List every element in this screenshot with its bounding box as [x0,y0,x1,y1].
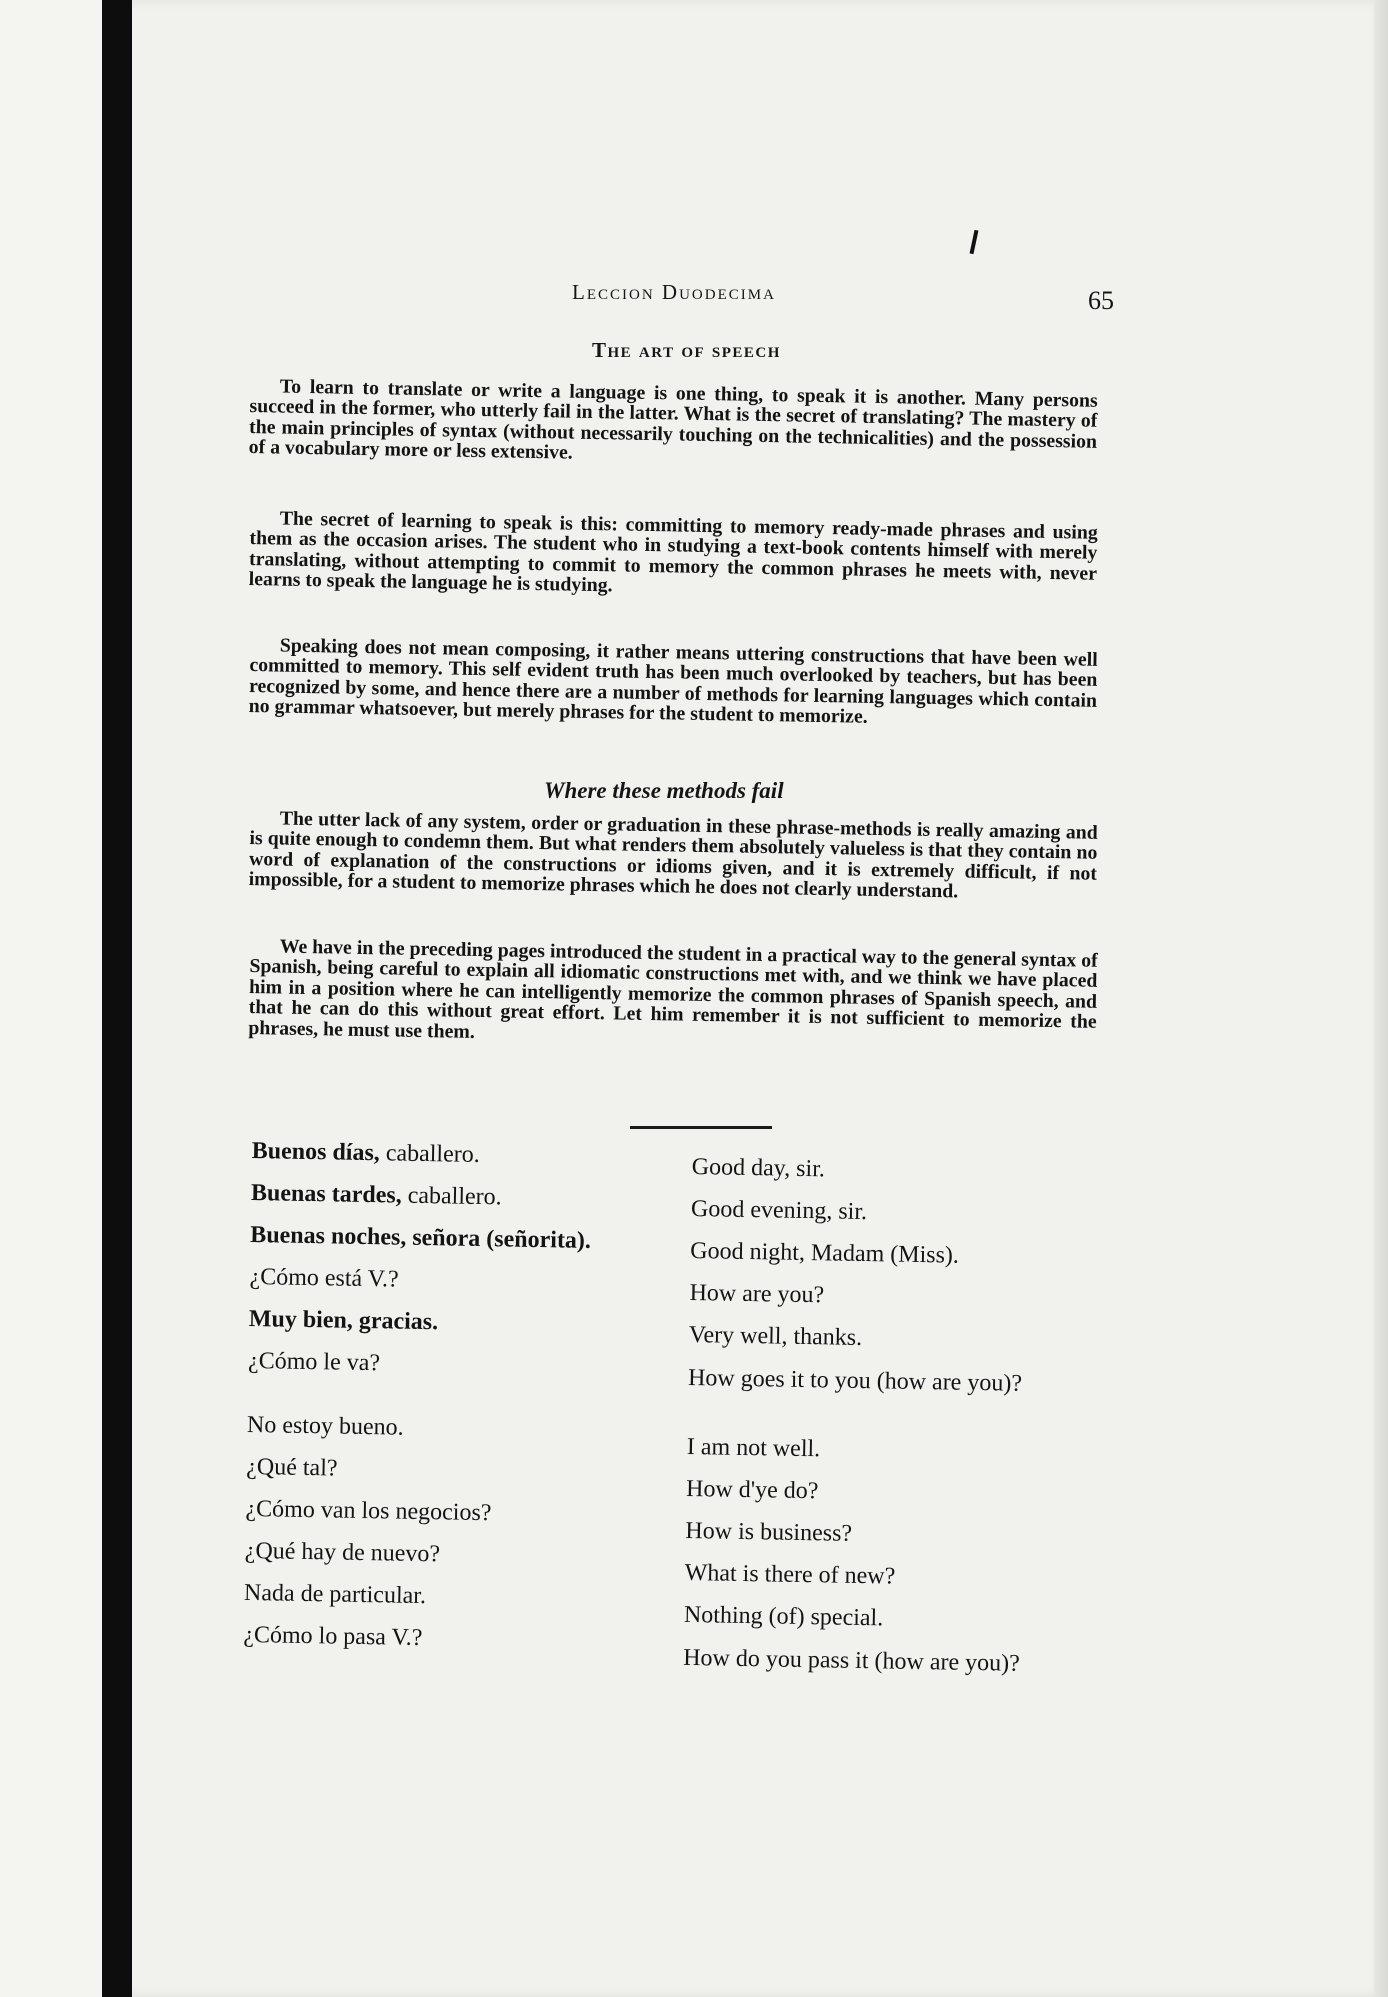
ink-mark [970,230,979,254]
page-edge-shadow [1374,0,1388,1997]
translation-item: How d'ye do? [685,1475,819,1505]
translation-item: How is business? [685,1517,853,1547]
phrase-item: ¿Qué hay de nuevo? [244,1537,441,1568]
translation-item: Good day, sir. [691,1154,826,1183]
running-head: Leccion Duodecima [572,280,776,304]
translation-item: Nothing (of) special. [683,1601,884,1632]
phrase-item: ¿Cómo van los negocios? [245,1495,492,1527]
english-translation-list [682,1154,1072,1715]
translation-item: I am not well. [686,1433,821,1463]
phrase-item: ¿Qué tal? [246,1453,338,1482]
book-page [132,0,1388,1997]
spanish-phrase-list [243,1138,672,1671]
phrase-item: Nada de particular. [243,1579,427,1610]
translation-item: How goes it to you (how are you)? [687,1364,1023,1397]
translation-item: Good night, Madam (Miss). [690,1237,960,1269]
paragraph-secret-of-speaking [249,508,1098,604]
phrase-item: ¿Cómo está V.? [249,1263,399,1293]
phrase-item: Buenos días, caballero. [251,1138,480,1168]
paragraph-translation-vs-speaking [249,376,1098,472]
phrase-item: No estoy bueno. [246,1411,404,1441]
phrase-item: ¿Cómo le va? [247,1347,381,1377]
paragraph-speaking-not-composing [249,635,1098,731]
paragraph: The secret of learning to speak is this: committing to memory ready-made phrases and using them as the occasion arises. The student who in studying a text-book contents himself with merely translating, without attempting to commit to memory the common phrases he meets with, never learns to speak the language he is studying. [248,507,1098,597]
translation-item: What is there of new? [684,1559,896,1590]
paragraph-preceding-pages [248,936,1098,1053]
page-number: 65 [1088,286,1114,315]
paragraph: The utter lack of any system, order or graduation in these phrase-methods is really amazing and is quite enough to condemn them. But what renders them absolutely valueless is that they contain no word of explanation of the constructions or idioms given, and it is extremely difficult, if not impossible, for a student to memorize phrases which he does not clearly understand. [248,807,1098,903]
phrase-item: Buenas tardes, caballero. [250,1179,502,1211]
paragraph: To learn to translate or write a language is one thing, to speak it is another. Many persons succeed in the former, who utterly fail in the latter. What is the secret of translating? The mastery of the main principles of syntax (without necessarily touching on the technicalities) and the possession of a vocabulary more or less extensive. [248,375,1098,464]
translation-item: How do you pass it (how are you)? [682,1644,1020,1677]
translation-item: Good evening, sir. [690,1195,868,1226]
phrase-item: ¿Cómo lo pasa V.? [243,1621,423,1652]
translation-item: Very well, thanks. [688,1321,863,1351]
phrase-item: Muy bien, gracias. [248,1305,439,1336]
paragraph: We have in the preceding pages introduced the student in a practical way to the general syntax of Spanish, being careful to explain all idiomatic constructions met with, and we think we have placed him in a position where he can intelligently memorize the common phrases of Spanish speech, and that he can do this without great effort. Let him remember it is not sufficient to memorize the phrases, he must use them. [248,935,1098,1043]
scan-binding-shadow [102,0,132,1997]
section-title: The art of speech [592,338,781,362]
scan-left-margin [0,0,102,1997]
subheading: Where these methods fail [544,778,784,803]
paragraph: Speaking does not mean composing, it rather means uttering constructions that have been well committed to memory. This self evident truth has been much overlooked by teachers, but has been recognized by some, and hence there are a number of methods for learning languages which contain no grammar whatsoever, but merely phrases for the student to memorize. [248,634,1098,729]
phrase-item: Buenas noches, señora (señorita). [250,1221,592,1254]
paragraph-lack-of-system [249,808,1098,904]
section-divider [630,1126,772,1129]
translation-item: How are you? [689,1279,825,1309]
